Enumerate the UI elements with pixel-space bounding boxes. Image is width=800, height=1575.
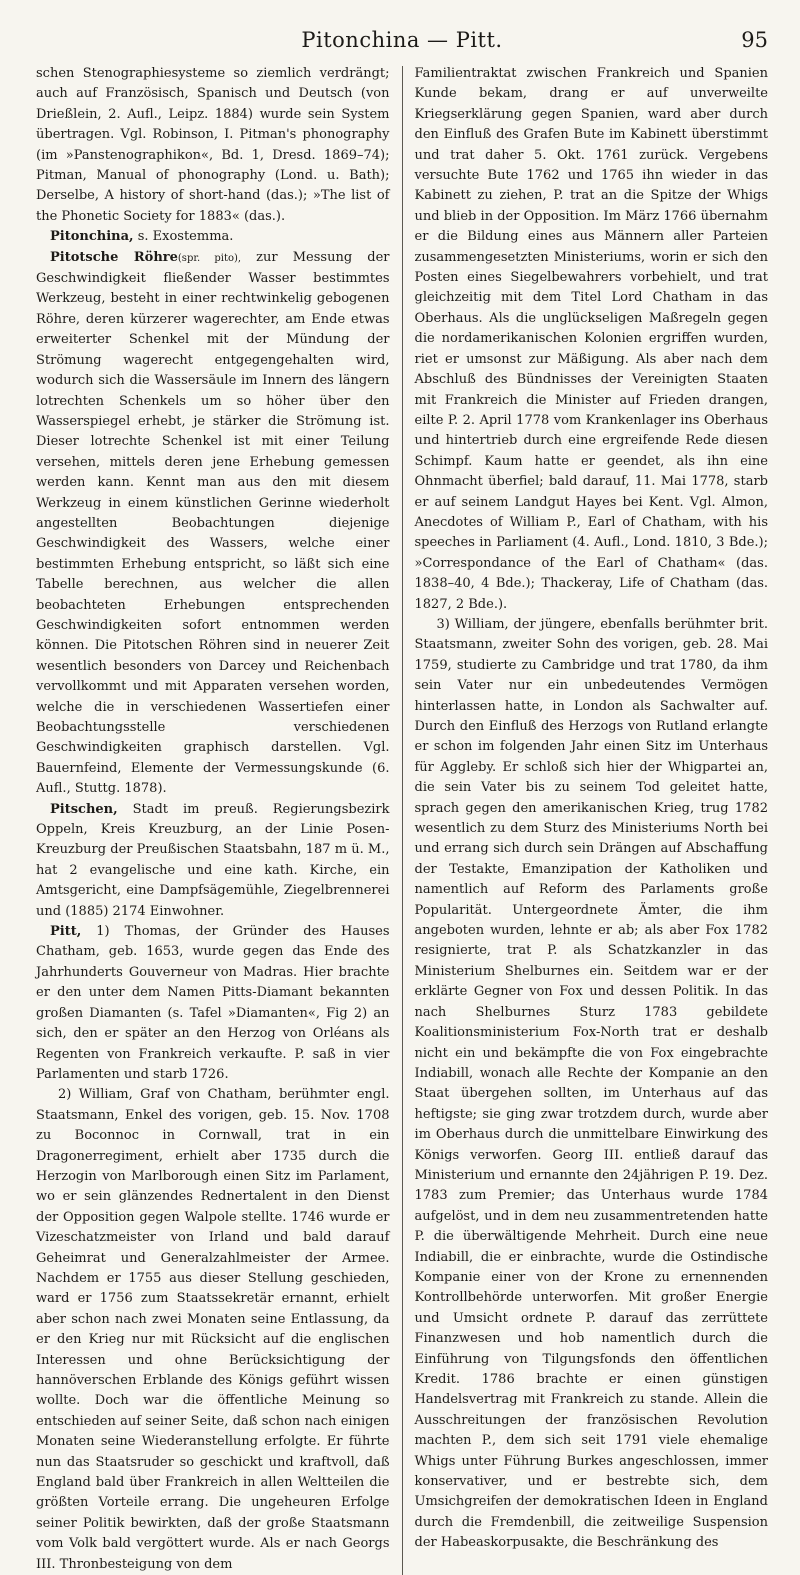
entry-pitonchina — [36, 227, 390, 247]
entry-pitman-continuation: schen Stenographiesysteme so ziemlich verdrängt; auch auf Französisch, Spanisch und Deutsch (von Drießlein, 2. Aufl., Leipz. 1884) wurde sein System übertragen. Vgl. Robinson, I. Pitman's phonography (im »Panstenographikon«, Bd. 1, Dresd. 1869–74); Pitman, Manual of phonography (Lond. u. Bath); Derselbe, A history of short-hand (das.); »The list of the Phonetic Society for 1883« (das.). — [36, 66, 390, 224]
entry-text: Stadt im preuß. Regierungsbezirk Oppeln, Kreis Kreuzburg, an der Linie Posen-Kreuzburg der Preußischen Staatsbahn, 187 m ü. M., hat 2 evangelische und eine kath. Kirche, ein Amtsgericht, eine Dampfsägemühle, Ziegelbrennerei und (1885) 2174 Einwohner. — [36, 801, 390, 919]
entry-text: s. Exostemma. — [133, 229, 234, 245]
entry-pitschen — [36, 800, 390, 922]
pronunciation: (spr. pito), — [177, 252, 242, 264]
headword-pitonchina: Pitonchina, — [50, 229, 134, 245]
entry-text: 1) Thomas, der Gründer des Hauses Chatham, geb. 1653, wurde gegen das Ende des Jahrhunderts Gouverneur von Madras. Hier brachte er den unter dem Namen Pitts-Diamant bekannten großen Diamanten (s. Tafel »Diamanten«, Fig 2) an sich, den er später an den Herzog von Orléans als Regenten von Frankreich verkaufte. P. saß in vier Parlamenten und starb 1726. — [36, 924, 390, 1082]
page-title: Pitonchina — Pitt. — [301, 28, 503, 52]
entry-chatham-continuation: Familientraktat zwischen Frankreich und Spanien Kunde bekam, drang er auf unverweilte Kriegserklärung gegen Spanien, ward aber durch den Einfluß des Grafen Bute im Kabinett überstimmt und trat daher 5. Okt. 1761 zurück. Vergebens versuchte Bute 1762 und 1765 ihn wieder in das Kabinett zu ziehen, P. trat an die Spitze der Whigs und blieb in der Opposition. Im März 1766 übernahm er die Bildung eines aus Männern aller Parteien zusammengesetzten Ministeriums, worin er sich den Posten eines Siegelbewahrers vorbehielt, und trat gleichzeitig mit dem Titel Lord Chatham in das Oberhaus. Als die unglückseligen Maßregeln gegen die nordamerikanischen Kolonien ergriffen wurden, riet er umsonst zur Mäßigung. Als aber nach dem Abschluß des Bündnisses der Vereinigten Staaten mit Frankreich die Minister auf Frieden drangen, eilte P. 2. April 1778 vom Krankenlager ins Oberhaus und hintertrieb durch eine ergreifende Rede diesen Schimpf. Kaum hatte er geendet, als ihn eine Ohnmacht überfiel; bald darauf, 11. Mai 1778, starb er auf seinem Landgut Hayes bei Kent. Vgl. Almon, Anecdotes of William P., Earl of Chatham, with his speeches in Parliament (4. Aufl., Lond. 1810, 3 Bde.); »Correspondance of the Earl of Chatham« (das. 1838–40, 4 Bde.); Thackeray, Life of Chatham (das. 1827, 2 Bde.). — [414, 66, 768, 612]
entry-pitt-william-chatham: 2) William, Graf von Chatham, berühmter engl. Staatsmann, Enkel des vorigen, geb. 15. Nov. 1708 zu Boconnoc in Cornwall, trat in ein Dragonerregiment, erhielt aber 1735 durch die Herzogin von Marlborough einen Sitz im Parlament, wo er sein glänzendes Rednertalent in den Dienst der Opposition gegen Walpole stellte. 1746 wurde er Vizeschatzmeister von Irland und bald darauf Geheimrat und Generalzahlmeister der Armee. Nachdem er 1755 aus dieser Stellung geschieden, ward er 1756 zum Staatssekretär ernannt, erhielt aber schon nach zwei Monaten seine Entlassung, da er den Krieg nur mit Rücksicht auf die englischen Interessen und ohne Berücksichtigung der hannöverschen Erblande des Königs geführt wissen wollte. Doch war die öffentliche Meinung so entschieden auf seiner Seite, daß schon nach einigen Monaten seine Wiederanstellung erfolgte. Er führte nun das Staatsruder so geschickt und kraftvoll, daß England bald über Frankreich in allen Weltteilen die größten Vorteile errang. Die ungeheuren Erfolge seiner Politik bewirkten, daß der große Staatsmann vom Volk bald vergöttert wurde. Als er nach Georgs III. Thronbesteigung von dem — [36, 1087, 390, 1572]
headword-pitt: Pitt, — [50, 924, 82, 940]
running-header — [36, 28, 768, 60]
headword-pitschen: Pitschen, — [50, 801, 118, 817]
text-columns — [36, 64, 768, 1575]
entry-pitotsche-roehre — [36, 248, 390, 800]
entry-pitt-william-younger: 3) William, der jüngere, ebenfalls berühmter brit. Staatsmann, zweiter Sohn des vorigen, geb. 28. Mai 1759, studierte zu Cambridge und trat 1780, da ihm sein Vater nur ein unbedeutendes Vermögen hinterlassen hatte, in London als Sachwalter auf. Durch den Einfluß des Herzogs von Rutland erlangte er schon im folgenden Jahr einen Sitz im Unterhaus für Aggleby. Er schloß sich hier der Whigpartei an, die sein Vater bis zu seinem Tod geleitet hatte, sprach gegen den amerikanischen Krieg, trug 1782 wesentlich zu dem Sturz des Ministeriums North bei und errang sich durch sein Drängen auf Abschaffung der Testakte, Emanzipation der Katholiken und namentlich auf Reform des Parlaments große Popularität. Untergeordnete Ämter, die ihm angeboten wurden, lehnte er ab; als aber Fox 1782 resignierte, trat P. als Schatzkanzler in das Ministerium Shelburnes ein. Seitdem war er der erklärte Gegner von Fox und dessen Politik. In das nach Shelburnes Sturz 1783 gebildete Koalitionsministerium Fox-North trat er deshalb nicht ein und bekämpfte die von Fox eingebrachte Indiabill, wonach alle Rechte der Kompanie an den Staat übergehen sollten, im Unterhaus auf das heftigste; sie ging zwar trotzdem durch, wurde aber im Oberhaus durch die unmittelbare Einwirkung des Königs verworfen. Georg III. entließ darauf das Ministerium und ernannte den 24jährigen P. 19. Dez. 1783 zum Premier; das Unterhaus wurde 1784 aufgelöst, und in dem neu zusammentretenden hatte P. die überwältigende Mehrheit. Durch eine neue Indiabill, die er einbrachte, wurde die Ostindische Kompanie einer von der Krone zu ernennenden Kontrollbehörde unterworfen. Mit großer Energie und Umsicht ordnete P. darauf das zerrüttete Finanzwesen und hob namentlich durch die Einführung von Tilgungsfonds den öffentlichen Kredit. 1786 brachte er einen günstigen Handelsvertrag mit Frankreich zu stande. Allein die Ausschreitungen der französischen Revolution machten P., dem sich seit 1791 viele ehemalige Whigs unter Führung Burkes angeschlossen, immer konservativer, und er bestrebte sich, dem Umsichgreifen der demokratischen Ideen in England durch die Fremdenbill, die zeitweilige Suspension der Habeaskorpusakte, die Beschränkung des — [414, 616, 768, 1551]
right-column — [415, 64, 769, 1575]
left-column — [36, 64, 390, 1575]
entry-text: zur Messung der Geschwindigkeit fließender Wasser bestimmtes Werkzeug, besteht in einer rechtwinkelig gebogenen Röhre, deren kürzerer wagerechter, am Ende etwas erweiterter Schenkel mit der Mündung der Strömung wagerecht entgegengehalten wird, wodurch sich die Wassersäule im Innern des längern lotrechten Schenkels um so höher über den Wasserspiegel erhebt, je stärker die Strömung ist. Dieser lotrechte Schenkel ist mit einer Teilung versehen, mittels deren jene Erhebung gemessen werden kann. Kennt man aus den mit diesem Werkzeug in einem künstlichen Gerinne wiederholt angestellten Beobachtungen diejenige Geschwindigkeit des Wassers, welche einer bestimmten Erhebung entspricht, so läßt sich eine Tabelle berechnen, aus welcher die allen beobachteten Erhebungen entsprechenden Geschwindigkeiten sofort entnommen werden können. Die Pitotschen Röhren sind in neuerer Zeit wesentlich besonders von Darcey und Reichenbach vervollkommt und mit Apparaten versehen worden, welche die in verschiedenen Wassertiefen einer Beobachtungsstelle verschiedenen Geschwindigkeiten graphisch darstellen. Vgl. Bauernfeind, Elemente der Vermessungskunde (6. Aufl., Stuttg. 1878). — [36, 249, 390, 797]
column-divider — [402, 66, 403, 1575]
entry-pitt — [36, 922, 390, 1085]
page-number: 95 — [741, 28, 768, 52]
headword-pitotsche-roehre: Pitotsche Röhre — [50, 249, 178, 265]
